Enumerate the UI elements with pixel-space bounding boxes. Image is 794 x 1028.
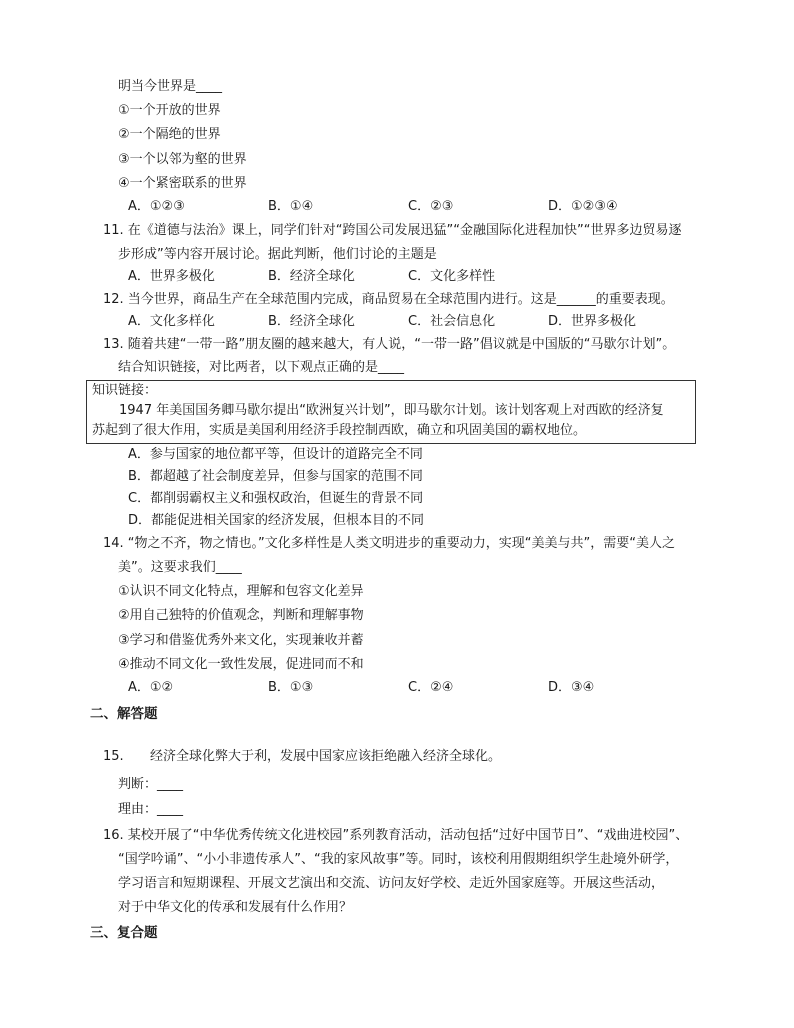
- q13-option-b: B．都超越了社会制度差异，但参与国家的范围不同: [128, 469, 423, 484]
- q14-option-c: C．②④: [408, 680, 454, 695]
- q10-option-c: C．②③: [408, 199, 454, 214]
- knowledge-link-line-1: 1947 年美国国务卿马歇尔提出“欧洲复兴计划”，即马歇尔计划。该计划客观上对西欧的经济复: [119, 403, 664, 418]
- q16-line-3: 学习语言和短期课程、开展文艺演出和交流、访问友好学校、走近外国家庭等。开展这些活动，: [118, 876, 665, 891]
- q12-line-1: 12. 当今世界，商品生产在全球范围内完成，商品贸易在全球范围内进行。这是______的重要表现。: [103, 292, 674, 307]
- q14-line-2: 美”。这要求我们____: [118, 560, 242, 575]
- section-heading-answer: 二、解答题: [90, 706, 158, 722]
- knowledge-link-line-2: 苏起到了很大作用，实质是美国利用经济手段控制西欧，确立和巩固美国的霸权地位。: [92, 423, 587, 438]
- q11-options: [128, 268, 688, 288]
- q10-item-3: ③一个以邻为壑的世界: [118, 152, 247, 167]
- q14-option-b: B．①③: [268, 680, 314, 695]
- q14-item-4: ④推动不同文化一致性发展，促进同而不和: [118, 657, 364, 672]
- q14-line-1: 14. “物之不齐，物之情也。”文化多样性是人类文明进步的重要动力，实现“美美与共”，需要“美人之: [103, 536, 675, 551]
- knowledge-link-box: [86, 380, 696, 444]
- q14-option-d: D．③④: [548, 680, 595, 695]
- q10-option-b: B．①④: [268, 199, 314, 214]
- q10-stem-tail: 明当今世界是____: [118, 79, 223, 94]
- q14-options: [128, 679, 688, 699]
- q12-option-c: C．社会信息化: [408, 314, 496, 329]
- q14-item-1: ①认识不同文化特点，理解和包容文化差异: [118, 584, 364, 599]
- q11-option-c: C．文化多样性: [408, 269, 496, 284]
- knowledge-link-title: 知识链接：: [92, 383, 158, 398]
- q10-options: [128, 198, 688, 218]
- q13-line-1: 13. 随着共建“一带一路”朋友圈的越来越大，有人说，“一带一路”倡议就是中国版的“马歇尔计划”。: [103, 337, 676, 352]
- q13-option-c: C．都削弱霸权主义和强权政治，但诞生的背景不同: [128, 491, 424, 506]
- q14-item-2: ②用自己独特的价值观念，判断和理解事物: [118, 608, 364, 623]
- q10-option-d: D．①②③④: [548, 199, 618, 214]
- q11-option-b: B．经济全球化: [268, 269, 355, 284]
- q15-number: 15.: [103, 749, 124, 764]
- q15-reason-field: 理由：____: [118, 802, 184, 817]
- q15-statement: 经济全球化弊大于利，发展中国家应该拒绝融入经济全球化。: [150, 749, 502, 764]
- q10-item-2: ②一个隔绝的世界: [118, 127, 221, 142]
- q11-option-a: A．世界多极化: [128, 269, 215, 284]
- q10-item-1: ①一个开放的世界: [118, 103, 221, 118]
- q13-option-d: D．都能促进相关国家的经济发展，但根本目的不同: [128, 513, 425, 528]
- q10-item-4: ④一个紧密联系的世界: [118, 176, 247, 191]
- q16-line-2: “国学吟诵”、“小小非遗传承人”、“我的家风故事”等。同时，该校利用假期组织学生赴境外研学，: [118, 852, 679, 867]
- q12-options: [128, 313, 688, 333]
- q12-option-d: D．世界多极化: [548, 314, 637, 329]
- section-heading-composite: 三、复合题: [90, 925, 158, 941]
- q16-line-1: 16. 某校开展了“中华优秀传统文化进校园”系列教育活动，活动包括“过好中国节日”、“戏曲进校园”、: [103, 828, 689, 843]
- q14-item-3: ③学习和借鉴优秀外来文化，实现兼收并蓄: [118, 633, 364, 648]
- q13-line-2: 结合知识链接，对比两者，以下观点正确的是____: [118, 360, 405, 375]
- q11-line-1: 11. 在《道德与法治》课上，同学们针对“跨国公司发展迅猛”“金融国际化进程加快”“世界多边贸易逐: [103, 223, 682, 238]
- q10-option-a: A．①②③: [128, 199, 185, 214]
- q12-option-b: B．经济全球化: [268, 314, 355, 329]
- q13-option-a: A．参与国家的地位都平等，但设计的道路完全不同: [128, 447, 423, 462]
- q12-option-a: A．文化多样化: [128, 314, 215, 329]
- q16-line-4: 对于中华文化的传承和发展有什么作用？: [118, 900, 353, 915]
- q15-judge-field: 判断：____: [118, 777, 184, 792]
- q11-line-2: 步形成”等内容开展讨论。据此判断，他们讨论的主题是: [118, 247, 437, 262]
- q14-option-a: A．①②: [128, 680, 174, 695]
